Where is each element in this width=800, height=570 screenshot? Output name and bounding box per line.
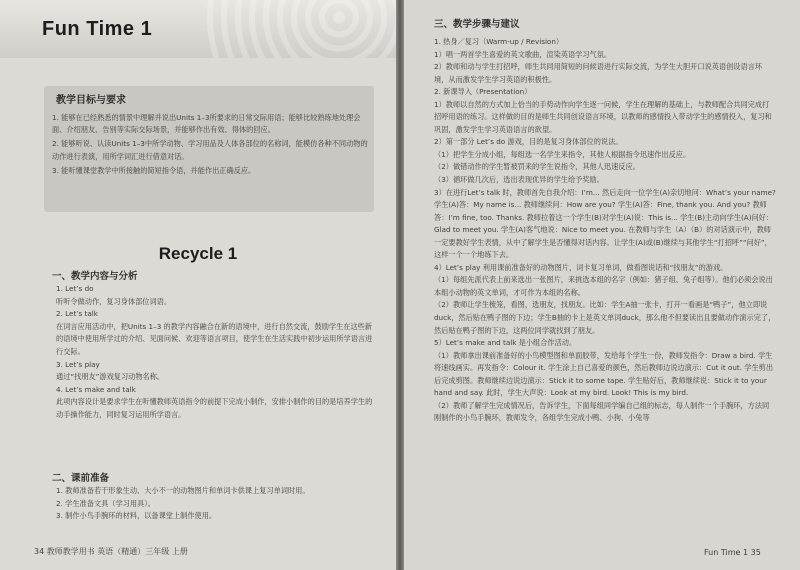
unit-title: Fun Time 1 xyxy=(42,18,153,40)
body-line: 通过“找朋友”游戏复习动物名称。 xyxy=(56,372,165,382)
left-page xyxy=(0,0,396,570)
page-footer: 34 教师教学用书 英语（精通）三年级 上册 xyxy=(34,547,188,556)
body-line: （1）把学生分成小组，每组选一名学生来指令，其他人根据指令迅速作出反应。 xyxy=(434,149,691,159)
body-line: （2）教师了解学生完成情况后，告诉学生，下面每组同学编自己组的标志，每人制作一个手腕环，方法同刚制作的小鸟手腕环，教师发令，各组学生完成小鸭、小狗、小兔等 xyxy=(434,400,770,423)
body-line: 1. Let’s do xyxy=(56,284,94,293)
body-line: 1）唱一两首学生喜爱的英文歌曲，渲染英语学习气氛。 xyxy=(434,49,612,59)
body-line: 3. 制作小鸟手腕环的材料，以备课堂上制作使用。 xyxy=(56,511,217,521)
body-line: （1）教师拿出课前准备好的小鸟模型图和单面胶带，发给每个学生一份，教师发指令：Draw a bird. 学生将速线画实。再发指令：Colour it. 学生涂上自己喜爱的颜色，然后教师边说边演示：Cut it out. 学生剪出后完成剪图。教师继续边说边演示：Stick it to some tape. 学生贴好后，教师继续说：Stick it to your hand and say. 此时，学生大声说：Look at my bird. Look! This is my bird. xyxy=(434,350,774,398)
recycle-title: Recycle 1 xyxy=(158,244,238,263)
section-body xyxy=(56,485,374,523)
body-line: 4. Let’s make and talk xyxy=(56,384,136,394)
section-body xyxy=(56,283,374,422)
body-line: 3. Let’s play xyxy=(56,359,100,369)
section-heading: 二、课前准备 xyxy=(52,473,110,484)
body-line: （3）循环做几次后，选出表现优异的学生给予奖励。 xyxy=(434,175,604,185)
body-line: 1）教师以自然的方式加上恰当的手势动作向学生逐一问候，学生在理解的基础上，与教师配合共同完成打招呼用语的练习。这样做的目的是师生共同创设语言环境，以教师的感情投入带动学生的感情投入，复习和巩固，激发学生学习英语语言的欲望。 xyxy=(434,99,772,134)
body-line: 2）第一部分 Let’s do 游戏，目的是复习身体部位的说法。 xyxy=(434,137,623,147)
section-body xyxy=(434,36,776,425)
body-line: 5）Let’s make and talk 是小组合作活动。 xyxy=(434,338,577,348)
page-footer: Fun Time 1 35 xyxy=(704,548,761,557)
section-heading: 三、教学步骤与建议 xyxy=(434,19,520,30)
body-line: 4）Let’s play 利用课前准备好的动物图片，词卡复习单词，做看图说话和“找朋友”的游戏。 xyxy=(434,262,728,272)
body-line: 在词言应用活动中，把Units 1–3 的教学内容融合在新的语境中，进行自然交流，鼓励学生在这些新的语境中使用所学过的介绍、见面问候、欢迎等语言项目，使学生在生活实践中初步运用所学语言进行交际。 xyxy=(56,321,373,356)
objectives-heading: 教学目标与要求 xyxy=(56,95,126,106)
book-gutter xyxy=(396,0,404,570)
body-line: 2. 学生准备文具（学习用具）。 xyxy=(56,498,155,508)
objective-item: 2. 能够听说、认读Units 1–3中所学动物、学习用品及人体各部位的名称词，能模仿各种不同动物的动作进行表演，用所学词汇进行借意对话。 xyxy=(52,139,368,161)
objective-item: 1. 能够在已经熟悉的情景中理解并说出Units 1–3所要求的日常交际用语；能够比较熟练地处理会面、介绍朋友、告别等实际交际场景，并能够作出有效、得体的回应。 xyxy=(52,113,361,135)
body-line: （2）做错动作的学生暂被罚来的学生说指令，其他人迅速反应。 xyxy=(434,162,640,172)
body-line: 1. 教师准备若干形象生动、大小不一的动物图片和单词卡供课上复习单词时用。 xyxy=(56,486,310,495)
objective-item: 3. 能听懂课堂教学中所接触的简短指令语，并能作出正确反应。 xyxy=(52,165,256,175)
body-line: 2. Let’s talk xyxy=(56,309,98,319)
body-line: （1）每组先派代表上前来选出一张图片，来挑选本组的名字（例如：猪子组、兔子组等）。他们必须会说出本组小动物的英文单词，才可作为本组的名称。 xyxy=(434,275,773,297)
body-line: 3）在进行Let’s talk 时，教师首先自我介绍：I’m... 然后走向一位学生(A)亲切地问：What’s your name? 学生(A)答：My name is... 教师继续问：How are you? 学生(A)答：Fine, thank you. And you? 教师答：I’m fine, too. Thanks. 教师拉着这一个学生(B)对学生(A)说：This is... 学生(B)主动向学生(A)问好：Glad to meet you. 学生(A)客气地说：Nice to meet you. 在教师与学生（A）（B）的对话演示中，教师一定要教好学生表情，从中了解学生是否懂得对话内容。让学生(A)或(B)继续与其他学生“打招呼”“问好”，这样一个一个地练下去。 xyxy=(434,187,776,260)
body-line: 2. 新课导入（Presentation） xyxy=(434,87,532,97)
body-line: （2）教师让学生梳笼，看图，选朋友，找朋友。比如：学生A抽一张卡，打开一看画是“鸭子”，他立即说duck，然后贴在鸭子图的下边；学生B抽的卡上是英文单词duck，那么他不但要读出且要做动作演示完了，然后贴在鸭子图的下边，这两位同学就找到了朋友。 xyxy=(434,300,776,335)
right-page xyxy=(404,0,800,570)
objectives-list xyxy=(52,112,368,179)
section-heading: 一、教学内容与分析 xyxy=(52,271,138,282)
body-line: 听听令做动作，复习身体部位词语。 xyxy=(56,296,172,306)
body-line: 1. 热身／复习（Warm-up / Revision） xyxy=(434,37,564,46)
body-line: 2）教师和动与学生打招呼，师生共同用简短的问候语进行实际交流，为学生大胆开口说英语创设语言环境，从而激发学生学习英语的积极性。 xyxy=(434,62,763,84)
body-line: 此项内容设计是要求学生在听懂教师英语指令的前提下完成小制作，安排小制作的目的是培养学生的动手操作能力，同时复习运用所学语言。 xyxy=(56,397,373,419)
